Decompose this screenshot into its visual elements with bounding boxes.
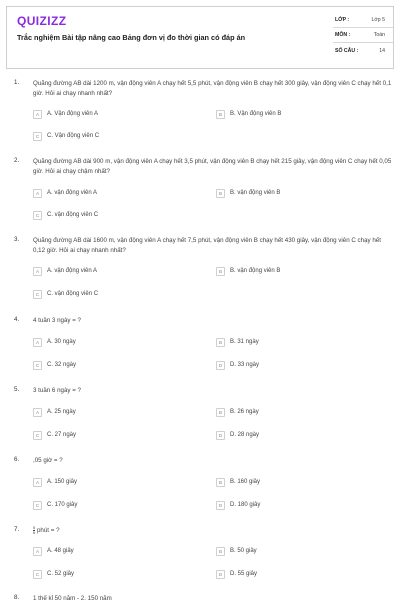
option-text: A. 25 ngày bbox=[47, 409, 76, 415]
option-letter: C bbox=[33, 501, 42, 510]
option-b[interactable] bbox=[216, 477, 260, 487]
meta-subject-row bbox=[333, 28, 393, 43]
option-text: D. 180 giây bbox=[230, 502, 261, 508]
option-text: C. 32 ngày bbox=[47, 362, 77, 368]
option-letter: B bbox=[216, 267, 225, 276]
fraction bbox=[33, 526, 35, 534]
option-c[interactable] bbox=[33, 430, 76, 440]
option-text: B. vận động viên B bbox=[230, 268, 281, 274]
option-c[interactable] bbox=[33, 210, 98, 220]
worksheet-title: Trắc nghiệm Bài tập nâng cao Bảng đơn vị đo thời gian có đáp án bbox=[17, 33, 246, 42]
question-number: 2. bbox=[14, 157, 20, 164]
meta-class-value: Lớp 5 bbox=[371, 17, 385, 23]
option-letter: A bbox=[33, 478, 42, 487]
worksheet-meta bbox=[333, 13, 393, 58]
option-b[interactable] bbox=[216, 407, 259, 417]
option-letter: B bbox=[216, 547, 225, 556]
meta-count-label: SỐ CÂU : bbox=[335, 47, 359, 54]
option-letter: D bbox=[216, 501, 225, 510]
option-b[interactable] bbox=[216, 337, 259, 347]
option-letter: D bbox=[216, 570, 225, 579]
fraction-denominator: 6 bbox=[33, 529, 36, 535]
question-text bbox=[33, 526, 393, 536]
option-letter: C bbox=[33, 570, 42, 579]
option-letter: C bbox=[33, 132, 42, 141]
option-text: C. vận động viên C bbox=[47, 291, 99, 297]
question-number: 6. bbox=[14, 456, 20, 463]
question-number: 8. bbox=[14, 594, 20, 600]
option-letter: A bbox=[33, 338, 42, 347]
option-c[interactable] bbox=[33, 360, 76, 370]
question-number: 5. bbox=[14, 386, 20, 393]
option-c[interactable] bbox=[33, 569, 74, 579]
question-text: ,05 giờ = ? bbox=[33, 457, 63, 464]
option-letter: A bbox=[33, 267, 42, 276]
meta-subject-value: Toán bbox=[373, 32, 385, 38]
meta-subject-label: MÔN : bbox=[335, 32, 351, 38]
question-text: 3 tuần 6 ngày = ? bbox=[33, 387, 81, 394]
question-text: Quãng đường AB dài 1600 m, vận động viên A chạy hết 7,5 phút, vận động viên B chạy hết 430 giây, vận động viên C chạy hết 0,12 giờ. Hỏi ai chạy nhanh nhất? bbox=[33, 237, 381, 254]
option-letter: B bbox=[216, 338, 225, 347]
option-letter: C bbox=[33, 290, 42, 299]
question-number: 7. bbox=[14, 526, 20, 533]
option-text: A. vận động viên A bbox=[47, 268, 98, 274]
option-c[interactable] bbox=[33, 131, 99, 141]
option-d[interactable] bbox=[216, 569, 257, 579]
meta-count-row bbox=[333, 43, 393, 58]
option-a[interactable] bbox=[33, 266, 97, 276]
question-text: Quãng đường AB dài 900 m, vận động viên A chạy hết 3,5 phút, vận động viên B chạy hết 215 giây, vận động viên C chạy hết 0,05 giờ. Hỏi ai chạy chậm nhất? bbox=[33, 158, 392, 175]
option-letter: A bbox=[33, 189, 42, 198]
option-text: B. Vận động viên B bbox=[230, 111, 282, 117]
option-text: D. 33 ngày bbox=[230, 362, 260, 368]
option-letter: A bbox=[33, 547, 42, 556]
option-letter: C bbox=[33, 361, 42, 370]
option-d[interactable] bbox=[216, 430, 259, 440]
option-letter: B bbox=[216, 408, 225, 417]
question-text: Quãng đường AB dài 1200 m, vận động viên A chạy hết 5,5 phút, vận động viên B chạy hết 300 giây, vận động viên C chạy hết 0,1 giờ. Hỏi ai chạy nhanh nhất? bbox=[33, 80, 392, 97]
option-a[interactable] bbox=[33, 337, 76, 347]
option-letter: C bbox=[33, 211, 42, 220]
option-letter: A bbox=[33, 408, 42, 417]
option-letter: C bbox=[33, 431, 42, 440]
option-text: B. 50 giây bbox=[230, 548, 257, 554]
meta-count-value: 14 bbox=[379, 47, 385, 54]
option-a[interactable] bbox=[33, 188, 97, 198]
option-letter: D bbox=[216, 361, 225, 370]
option-text: B. 26 ngày bbox=[230, 409, 259, 415]
option-text: C. 170 giây bbox=[47, 502, 78, 508]
option-text: C. Vận động viên C bbox=[47, 133, 100, 139]
option-text: C. 27 ngày bbox=[47, 432, 77, 438]
option-text: B. 160 giây bbox=[230, 479, 261, 485]
fraction-numerator: 5 bbox=[33, 525, 36, 531]
question-text-rest: phút = ? bbox=[36, 527, 60, 534]
option-text: C. 52 giây bbox=[47, 571, 75, 577]
question-number: 3. bbox=[14, 236, 20, 243]
option-a[interactable] bbox=[33, 407, 76, 417]
option-c[interactable] bbox=[33, 289, 98, 299]
option-text: C. vận động viên C bbox=[47, 212, 99, 218]
question-text: 1 thế kỉ 50 năm - 2. 150 năm bbox=[33, 595, 112, 600]
option-b[interactable] bbox=[216, 546, 257, 556]
option-letter: B bbox=[216, 478, 225, 487]
option-d[interactable] bbox=[216, 500, 260, 510]
option-text: A. 150 giây bbox=[47, 479, 78, 485]
option-text: B. vận động viên B bbox=[230, 190, 281, 196]
option-text: D. 28 ngày bbox=[230, 432, 260, 438]
option-b[interactable] bbox=[216, 109, 281, 119]
question-number: 1. bbox=[14, 79, 20, 86]
option-a[interactable] bbox=[33, 477, 77, 487]
option-text: A. vận động viên A bbox=[47, 190, 98, 196]
option-a[interactable] bbox=[33, 546, 74, 556]
option-b[interactable] bbox=[216, 188, 280, 198]
option-b[interactable] bbox=[216, 266, 280, 276]
option-d[interactable] bbox=[216, 360, 259, 370]
option-text: A. 30 ngày bbox=[47, 339, 76, 345]
meta-class-row bbox=[333, 13, 393, 28]
option-text: A. 48 giây bbox=[47, 548, 74, 554]
option-letter: B bbox=[216, 189, 225, 198]
option-letter: A bbox=[33, 110, 42, 119]
option-c[interactable] bbox=[33, 500, 77, 510]
option-a[interactable] bbox=[33, 109, 98, 119]
question-text: 4 tuần 3 ngày = ? bbox=[33, 317, 81, 324]
option-text: B. 31 ngày bbox=[230, 339, 259, 345]
quizizz-logo: QUIZIZZ bbox=[17, 14, 67, 28]
question-number: 4. bbox=[14, 316, 20, 323]
option-letter: B bbox=[216, 110, 225, 119]
meta-class-label: LỚP : bbox=[335, 17, 350, 23]
worksheet-header bbox=[6, 6, 394, 69]
option-text: D. 55 giây bbox=[230, 571, 258, 577]
option-text: A. Vận động viên A bbox=[47, 111, 99, 117]
option-letter: D bbox=[216, 431, 225, 440]
